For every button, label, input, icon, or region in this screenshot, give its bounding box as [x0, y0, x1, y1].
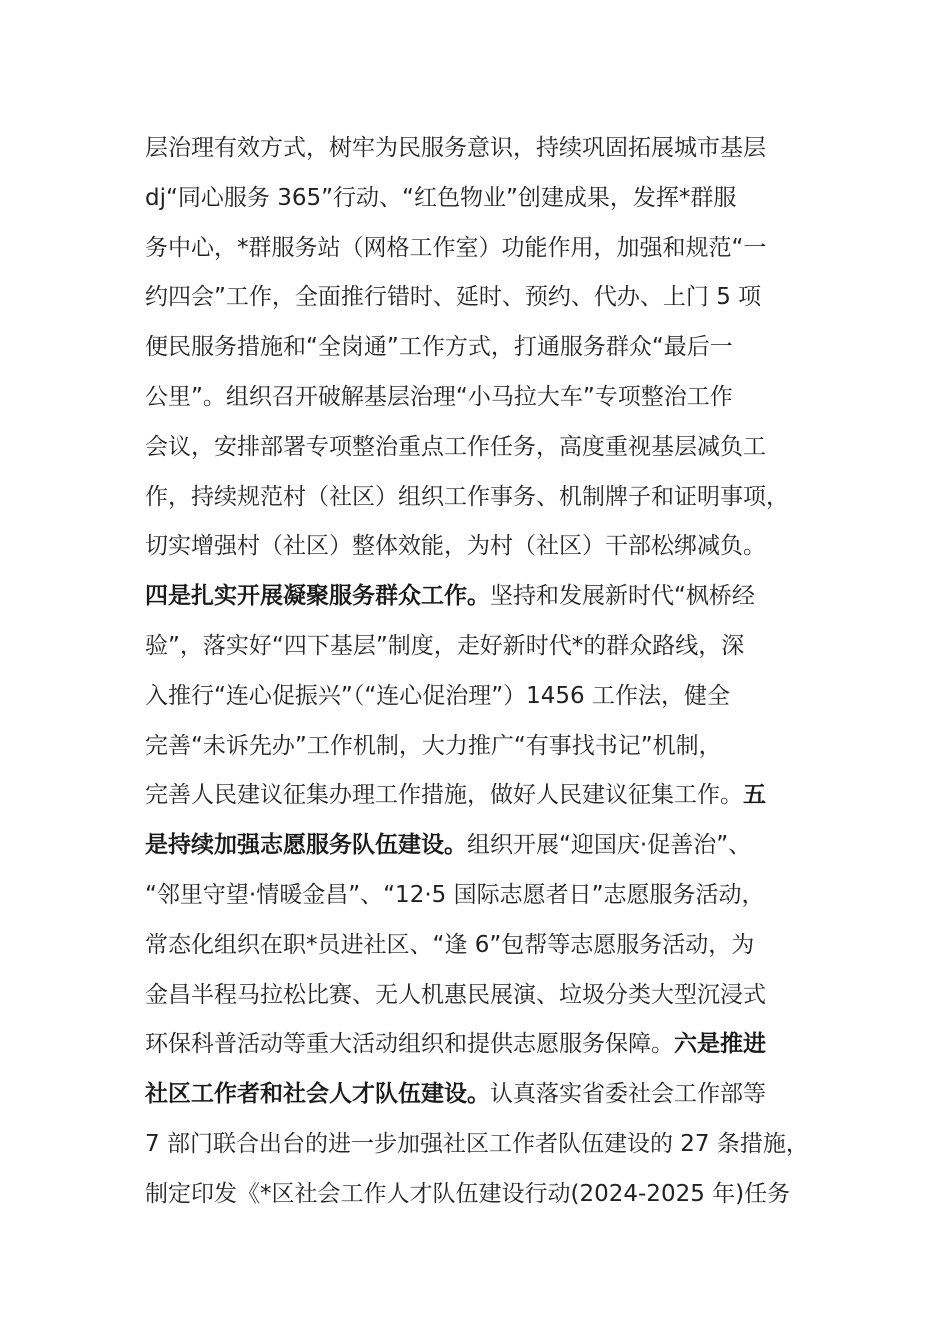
text-line	[145, 572, 825, 622]
text-line	[145, 722, 825, 772]
text-line	[145, 1120, 825, 1170]
text-line	[145, 1020, 825, 1070]
paragraph-text: 环保科普活动等重大活动组织和提供志愿服务保障。	[145, 1031, 674, 1058]
paragraph-text: 会议，安排部署专项整治重点工作任务，高度重视基层减负工	[145, 433, 766, 460]
bold-heading-text: 六是推进	[674, 1031, 766, 1058]
paragraph-text: 常态化组织在职*员进社区、“逢 6”包帮等志愿服务活动，为	[145, 931, 755, 958]
text-line	[145, 921, 825, 971]
text-line	[145, 622, 825, 672]
text-line	[145, 771, 825, 821]
text-line	[145, 871, 825, 921]
text-line	[145, 971, 825, 1021]
text-line	[145, 473, 825, 523]
text-line	[145, 672, 825, 722]
paragraph-text: 作，持续规范村（社区）组织工作事务、机制牌子和证明事项，	[145, 483, 789, 510]
paragraph-text: dj“同心服务 365”行动、“红色物业”创建成果，发挥*群服	[145, 184, 737, 211]
paragraph-text: 完善人民建议征集办理工作措施，做好人民建议征集工作。	[145, 782, 743, 809]
paragraph-text: 组织开展“迎国庆·促善治”、	[467, 832, 752, 859]
paragraph-text: 坚持和发展新时代“枫桥经	[490, 583, 755, 610]
paragraph-text: 入推行“连心促振兴”（“连心促治理”）1456 工作法，健全	[145, 682, 731, 709]
bold-heading-text: 社区工作者和社会人才队伍建设。	[145, 1081, 490, 1108]
bold-heading-text: 五	[743, 782, 766, 809]
text-line	[145, 423, 825, 473]
text-line	[145, 174, 825, 224]
paragraph-text: 金昌半程马拉松比赛、无人机惠民展演、垃圾分类大型沉浸式	[145, 981, 766, 1008]
body-text	[145, 124, 825, 1220]
text-line	[145, 273, 825, 323]
paragraph-text: 7 部门联合出台的进一步加强社区工作者队伍建设的 27 条措施，	[145, 1130, 809, 1157]
paragraph-text: 约四会”工作，全面推行错时、延时、预约、代办、上门 5 项	[145, 284, 762, 311]
text-line	[145, 522, 825, 572]
paragraph-text: 便民服务措施和“全岗通”工作方式，打通服务群众“最后一	[145, 334, 733, 361]
paragraph-text: 公里”。组织召开破解基层治理“小马拉大车”专项整治工作	[145, 383, 733, 410]
text-line	[145, 323, 825, 373]
paragraph-text: 务中心，*群服务站（网格工作室）功能作用，加强和规范“一	[145, 234, 767, 261]
text-line	[145, 1170, 825, 1220]
text-line	[145, 224, 825, 274]
paragraph-text: 制定印发《*区社会工作人才队伍建设行动(2024-2025 年)任务	[145, 1180, 791, 1207]
text-line	[145, 124, 825, 174]
paragraph-text: 层治理有效方式，树牢为民服务意识，持续巩固拓展城市基层	[145, 135, 766, 161]
paragraph-text: 认真落实省委社会工作部等	[490, 1081, 766, 1108]
paragraph-text: 验”，落实好“四下基层”制度，走好新时代*的群众路线，深	[145, 632, 745, 659]
paragraph-text: 完善“未诉先办”工作机制，大力推广“有事找书记”机制，	[145, 732, 722, 759]
text-line	[145, 821, 825, 871]
bold-heading-text: 四是扎实开展凝聚服务群众工作。	[145, 583, 490, 610]
text-line	[145, 1070, 825, 1120]
paragraph-text: 切实增强村（社区）整体效能，为村（社区）干部松绑减负。	[145, 533, 766, 560]
text-line	[145, 373, 825, 423]
bold-heading-text: 是持续加强志愿服务队伍建设。	[145, 832, 467, 859]
paragraph-text: “邻里守望·情暖金昌”、“12·5 国际志愿者日”志愿服务活动，	[145, 881, 765, 908]
